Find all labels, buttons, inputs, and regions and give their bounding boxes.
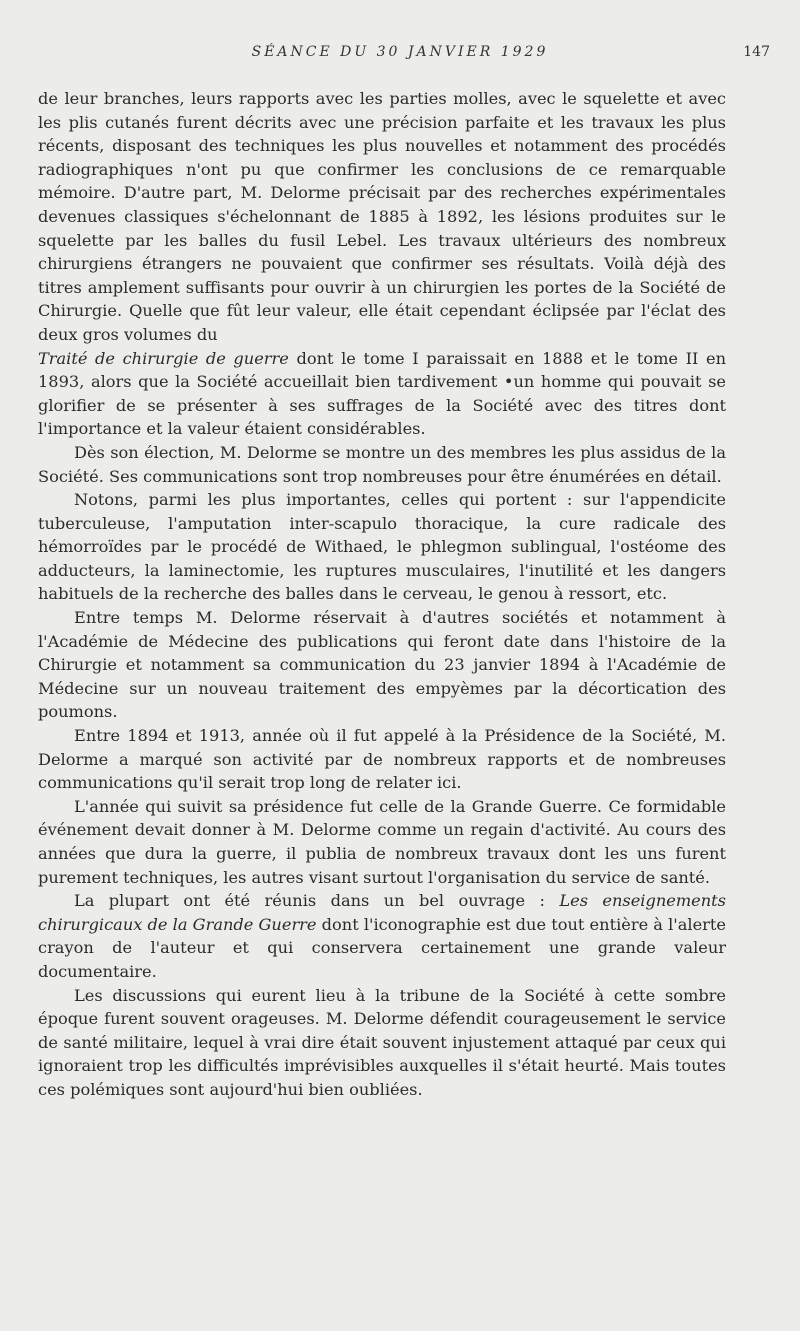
paragraph: de leur branches, leurs rapports avec les parties molles, avec le squelette et avec les plis cutanés furent décrits avec une précision parfaite et les travaux les plus récents, disposant des techniques les plus nouvelles et notamment des procédés radiographiques n'ont pu que confirmer les conclusions de ce remarquable mémoire. D'autre part, M. Delorme précisait par des recherches expérimentales devenues classiques s'échelonnant de 1885 à 1892, les lésions produites sur le squelette par les balles du fusil Lebel. Les travaux ultérieurs des nombreux chirurgiens étrangers ne pouvaient que confirmer ses résultats. Voilà déjà des titres amplement suffisants pour ouvrir à un chirurgien les portes de la Société de Chirurgie. Quelle que fût leur valeur, elle était cependant éclipsée par l'éclat des deux gros volumes du bbox=[38, 89, 726, 344]
page-number: 147 bbox=[743, 44, 770, 60]
paragraph: Entre 1894 et 1913, année où il fut appelé à la Présidence de la Société, M. Delorme a marqué son activité par de nombreux rapports et de nombreuses communications qu'il serait trop long de relater ici. bbox=[38, 726, 726, 793]
page-header bbox=[30, 44, 770, 70]
paragraph: Les discussions qui eurent lieu à la tribune de la Société à cette sombre époque furent souvent orageuses. M. Delorme défendit courageusement le service de santé militaire, lequel à vrai dire était souvent injustement attaqué par ceux qui ignoraient trop les difficultés imprévisibles auxquelles il s'était heurté. Mais toutes ces polémiques sont aujourd'hui bien oubliées. bbox=[38, 985, 726, 1099]
paragraph: Entre temps M. Delorme réservait à d'autres sociétés et notamment à l'Académie de Médecine des publications qui feront date dans l'histoire de la Chirurgie et notamment sa communication du 23 janvier 1894 à l'Académie de Médecine sur un nouveau traitement des empyèmes par la décortication des poumons. bbox=[38, 608, 726, 722]
paragraph: Dès son élection, M. Delorme se montre un des membres les plus assidus de la Société. Ses communications sont trop nombreuses pour être énumérées en détail. bbox=[38, 442, 726, 486]
body-text bbox=[38, 87, 726, 1102]
paragraph: Traité de chirurgie de guerre dont le tome I paraissait en 1888 et le tome II en 1893, alors que la Société accueillait bien tardivement •un homme qui pouvait se glorifier de se présenter à ses suffrages de la Société avec des titres dont l'importance et la valeur étaient considérables. bbox=[38, 348, 726, 439]
running-head: SÉANCE DU 30 JANVIER 1929 bbox=[251, 44, 549, 60]
paragraph: Notons, parmi les plus importantes, celles qui portent : sur l'appendicite tuberculeuse, l'amputation inter-scapulo thoracique, la cure radicale des hémorroïdes par le procédé de Withaed, le phlegmon sublingual, l'ostéome des adducteurs, la laminectomie, les ruptures musculaires, l'inutilité et les dangers habituels de la recherche des balles dans le cerveau, le genou à ressort, etc. bbox=[38, 490, 726, 604]
paragraph: L'année qui suivit sa présidence fut celle de la Grande Guerre. Ce formidable événement devait donner à M. Delorme comme un regain d'activité. Au cours des années que dura la guerre, il publia de nombreux travaux dont les uns furent purement techniques, les autres visant surtout l'organisation du service de santé. bbox=[38, 796, 726, 887]
italic-title: Les enseignements chirurgicaux de la Grande Guerre bbox=[38, 891, 726, 934]
paragraph: La plupart ont été réunis dans un bel ouvrage : Les enseignements chirurgicaux de la Grande Guerre dont l'iconographie est due tout entière à l'alerte crayon de l'auteur et qui conservera certainement une grande valeur documentaire. bbox=[38, 891, 726, 981]
italic-title: Traité de chirurgie de guerre bbox=[38, 348, 289, 368]
